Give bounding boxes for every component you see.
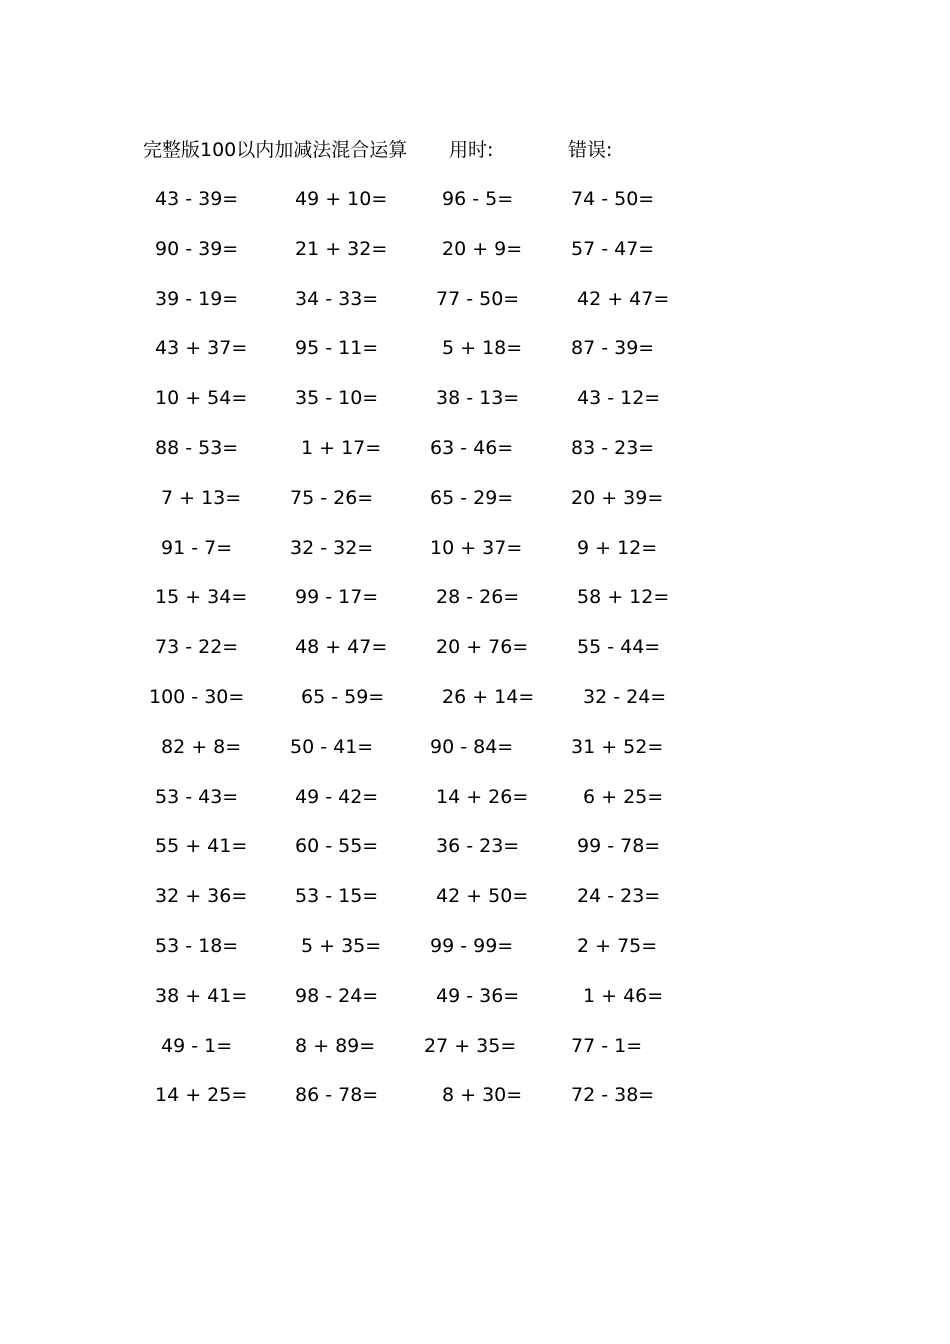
problem-item: 57 - 47= [571,237,655,260]
problem-item: 26 + 14= [442,686,535,708]
problem-item: 96 - 5= [442,188,514,210]
problem-item: 91 - 7= [161,536,233,559]
problem-item: 9 + 12= [577,536,658,559]
problem-item: 27 + 35= [424,1034,517,1057]
problem-item: 20 + 76= [436,636,529,659]
problem-item: 14 + 26= [436,785,529,808]
problem-item: 28 - 26= [436,586,520,609]
problem-item: 95 - 11= [295,337,379,360]
problem-item: 39 - 19= [155,287,239,310]
problem-item: 90 - 84= [430,735,514,758]
problem-item: 53 - 18= [155,935,239,957]
problem-item: 49 - 1= [161,1034,233,1057]
problem-item: 1 + 46= [583,984,664,1007]
problem-item: 32 + 36= [155,885,248,908]
problem-item: 88 - 53= [155,437,239,459]
problem-item: 49 + 10= [295,188,388,210]
problem-item: 31 + 52= [571,735,664,758]
problem-item: 58 + 12= [577,586,670,609]
time-used-label: 用时: [449,139,494,161]
problem-item: 87 - 39= [571,337,655,360]
problem-item: 63 - 46= [430,437,514,459]
problem-item: 35 - 10= [295,387,379,410]
problem-item: 82 + 8= [161,735,242,758]
problem-item: 8 + 89= [295,1034,376,1057]
problem-item: 2 + 75= [577,935,658,957]
problem-item: 24 - 23= [577,885,661,908]
problem-item: 55 + 41= [155,835,248,858]
problem-item: 99 - 99= [430,935,514,957]
problem-item: 38 - 13= [436,387,520,410]
problem-item: 53 - 15= [295,885,379,908]
problem-item: 73 - 22= [155,636,239,659]
problem-item: 7 + 13= [161,486,242,509]
problem-item: 50 - 41= [290,735,374,758]
problem-item: 20 + 9= [442,237,523,260]
problem-item: 72 - 38= [571,1084,655,1107]
problem-item: 10 + 54= [155,387,248,410]
problem-item: 21 + 32= [295,237,388,260]
problem-item: 83 - 23= [571,437,655,459]
problem-item: 42 + 47= [577,287,670,310]
problem-item: 10 + 37= [430,536,523,559]
problem-item: 48 + 47= [295,636,388,659]
problem-item: 5 + 18= [442,337,523,360]
problem-item: 20 + 39= [571,486,664,509]
problem-item: 14 + 25= [155,1084,248,1107]
problem-item: 75 - 26= [290,486,374,509]
problem-item: 65 - 29= [430,486,514,509]
problem-item: 55 - 44= [577,636,661,659]
problem-item: 38 + 41= [155,984,248,1007]
problem-item: 90 - 39= [155,237,239,260]
problem-item: 15 + 34= [155,586,248,609]
problem-item: 86 - 78= [295,1084,379,1107]
problem-item: 99 - 78= [577,835,661,858]
problem-item: 53 - 43= [155,785,239,808]
problem-item: 43 - 12= [577,387,661,410]
problem-item: 6 + 25= [583,785,664,808]
problem-item: 60 - 55= [295,835,379,858]
worksheet-title: 完整版100以内加减法混合运算 [143,139,408,161]
problem-item: 32 - 32= [290,536,374,559]
problem-item: 99 - 17= [295,586,379,609]
problem-item: 34 - 33= [295,287,379,310]
problem-item: 36 - 23= [436,835,520,858]
problem-item: 42 + 50= [436,885,529,908]
problem-item: 43 - 39= [155,188,239,210]
problem-item: 74 - 50= [571,188,655,210]
problem-item: 32 - 24= [583,686,667,708]
problem-item: 1 + 17= [301,437,382,459]
error-count-label: 错误: [568,139,613,161]
problem-item: 49 - 42= [295,785,379,808]
problem-item: 98 - 24= [295,984,379,1007]
problem-item: 77 - 50= [436,287,520,310]
problem-item: 8 + 30= [442,1084,523,1107]
problem-item: 49 - 36= [436,984,520,1007]
problem-item: 5 + 35= [301,935,382,957]
problem-item: 65 - 59= [301,686,385,708]
problem-item: 100 - 30= [149,686,245,708]
problem-item: 77 - 1= [571,1034,643,1057]
problem-item: 43 + 37= [155,337,248,360]
